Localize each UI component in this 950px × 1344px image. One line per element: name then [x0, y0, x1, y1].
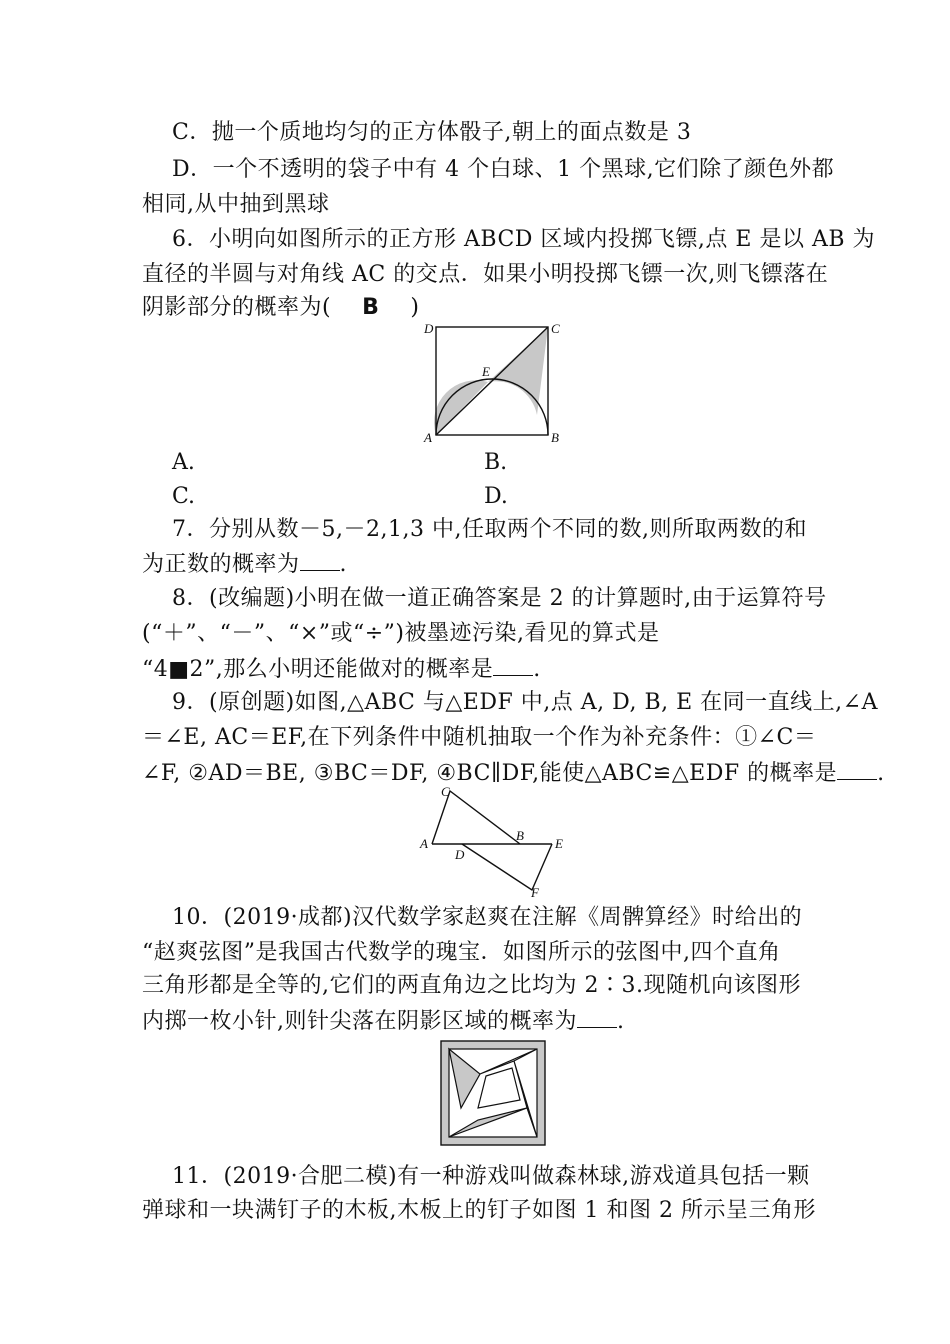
- q7-period: .: [339, 552, 348, 577]
- q6-label-a: A: [424, 430, 432, 444]
- q11-line2: 弹球和一块满钉子的木板,木板上的钉子如图 1 和图 2 所示呈三角形: [142, 1198, 816, 1223]
- q10-line3: 三角形都是全等的,它们的两直角边之比均为 2∶3.现随机向该图形: [142, 973, 801, 998]
- q8-answer-blank: [493, 653, 533, 676]
- q6-label-d: D: [424, 321, 434, 336]
- q9-label-b: B: [516, 828, 524, 843]
- q6-label-b: B: [551, 430, 559, 444]
- q9-line3-text: ∠F, ②AD＝BE, ③BC＝DF, ④BC∥DF,能使△ABC≌△EDF 的概率是: [142, 761, 838, 786]
- q8-period: .: [533, 657, 541, 682]
- q8-line1: 8．(改编题)小明在做一道正确答案是 2 的计算题时,由于运算符号: [172, 586, 827, 611]
- q6-stem-end: 阴影部分的概率为(: [142, 295, 332, 320]
- q9-label-a: A: [420, 836, 428, 851]
- q6-paren-close: ): [410, 295, 420, 320]
- q9-period: .: [877, 761, 885, 786]
- option-d-text-line1: D．一个不透明的袋子中有 4 个白球、1 个黑球,它们除了颜色外都: [172, 157, 835, 182]
- q7-answer-blank: [300, 548, 340, 571]
- q9-label-e: E: [555, 836, 563, 851]
- q10-line1: 10．(2019·成都)汉代数学家赵爽在注解《周髀算经》时给出的: [172, 905, 803, 930]
- option-c-text: C．抛一个质地均匀的正方体骰子,朝上的面点数是 3: [172, 120, 692, 145]
- q6-label-e: E: [482, 364, 490, 379]
- q6-line1: 6．小明向如图所示的正方形 ABCD 区域内投掷飞镖,点 E 是以 AB 为: [172, 227, 875, 252]
- q6-option-c: C.: [172, 484, 196, 509]
- q7-line2-text: 为正数的概率为: [142, 552, 300, 577]
- q7-line2: [142, 548, 818, 580]
- q9-triangle-edf: [462, 844, 552, 890]
- q9-label-f: F: [531, 885, 539, 898]
- q10-period: .: [617, 1009, 625, 1034]
- q8-line2: (“＋”、“－”、“×”或“÷”)被墨迹污染,看见的算式是: [142, 621, 660, 646]
- q6-option-d: D.: [484, 484, 508, 509]
- q6-label-c: C: [551, 321, 560, 336]
- q9-line2: ＝∠E, AC＝EF,在下列条件中随机抽取一个作为补充条件：①∠C＝: [142, 725, 817, 750]
- q6-option-a: A.: [172, 450, 195, 475]
- q6-line2: 直径的半圆与对角线 AC 的交点．如果小明投掷飞镖一次,则飞镖落在: [142, 262, 829, 287]
- q8-line3-text: “4■2”,那么小明还能做对的概率是: [142, 657, 494, 682]
- q9-answer-blank: [837, 757, 877, 780]
- q10-figure-zhaoshuang-chord: [440, 1040, 546, 1146]
- q10-line4: [142, 1005, 818, 1037]
- q9-label-d: D: [455, 847, 465, 862]
- q6-shaded-region-right: [488, 327, 548, 415]
- q7-line1: 7．分别从数－5,－2,1,3 中,任取两个不同的数,则所取两数的和: [172, 517, 807, 542]
- q9-figure-triangles: [412, 782, 572, 898]
- q10-line2: “赵爽弦图”是我国古代数学的瑰宝．如图所示的弦图中,四个直角: [142, 940, 781, 965]
- q10-line4-text: 内掷一枚小针,则针尖落在阴影区域的概率为: [142, 1009, 577, 1034]
- q9-label-c: C: [441, 784, 450, 799]
- option-d-text-line2: 相同,从中抽到黑球: [142, 192, 330, 217]
- q11-line1: 11．(2019·合肥二模)有一种游戏叫做森林球,游戏道具包括一颗: [172, 1164, 810, 1189]
- q10-answer-blank: [577, 1005, 617, 1028]
- q6-figure-square: [420, 318, 570, 444]
- q9-line1: 9．(原创题)如图,△ABC 与△EDF 中,点 A, D, B, E 在同一直线上,∠A: [172, 690, 878, 715]
- q6-answer: B: [362, 295, 380, 320]
- q8-line3: [142, 653, 818, 685]
- q6-option-b: B.: [484, 450, 508, 475]
